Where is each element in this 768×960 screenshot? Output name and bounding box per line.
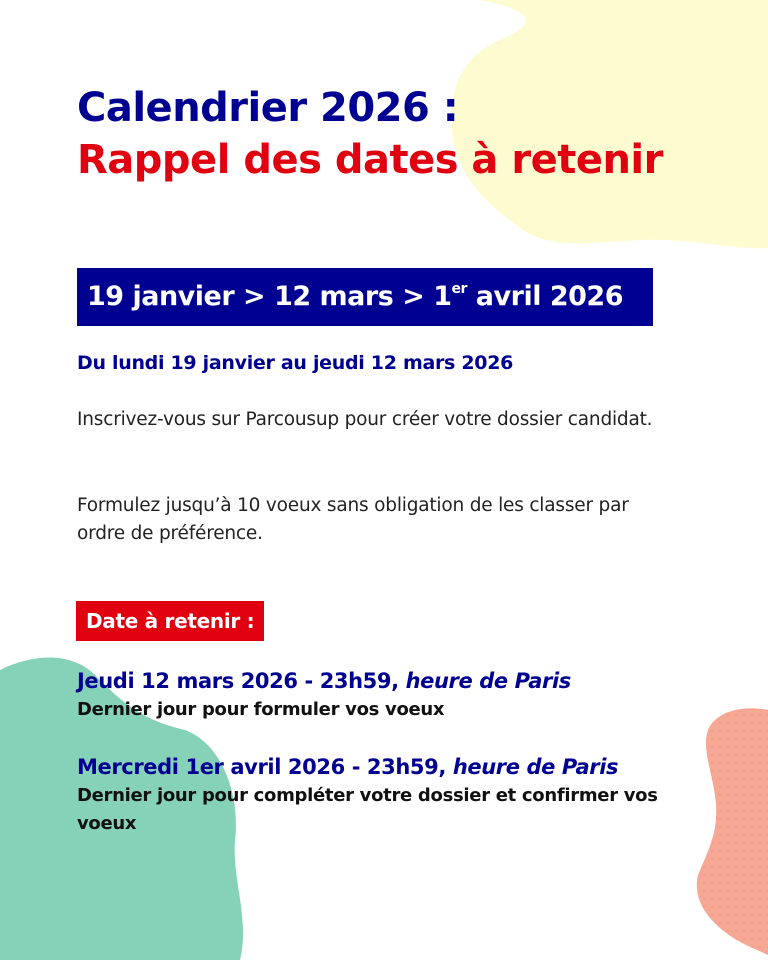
deadline-item [77,666,717,724]
deadline-item [77,752,717,838]
reminder-tag: Date à retenir : [76,601,264,641]
title-line-1: Calendrier 2026 : [77,85,459,131]
banner-superscript: er [451,281,467,297]
date-range-banner [77,268,653,326]
deadline-timezone: heure de Paris [452,755,619,779]
title-line-2: Rappel des dates à retenir [77,137,663,183]
deadline-timezone: heure de Paris [405,669,571,693]
period-heading: Du lundi 19 janvier au jeudi 12 mars 2026 [77,352,514,374]
deadline-description: Dernier jour pour compléter votre dossier et confirmer vos voeux [77,785,658,834]
deadline-date [77,752,717,782]
period-paragraph-2: Formulez jusqu’à 10 voeux sans obligation de les classer par ordre de préférence. [77,495,629,544]
page-title [77,82,663,186]
period-paragraph-1: Inscrivez-vous sur Parcousup pour créer votre dossier candidat. [77,409,653,430]
deadline-date-text: Mercredi 1er avril 2026 - 23h59, [77,755,453,779]
deadline-date [77,666,717,696]
banner-text-1: 19 janvier > 12 mars > 1 [87,281,452,312]
banner-text-2: avril 2026 [466,281,623,312]
deadline-description: Dernier jour pour formuler vos voeux [77,699,445,720]
deadline-date-text: Jeudi 12 mars 2026 - 23h59, [77,669,406,693]
